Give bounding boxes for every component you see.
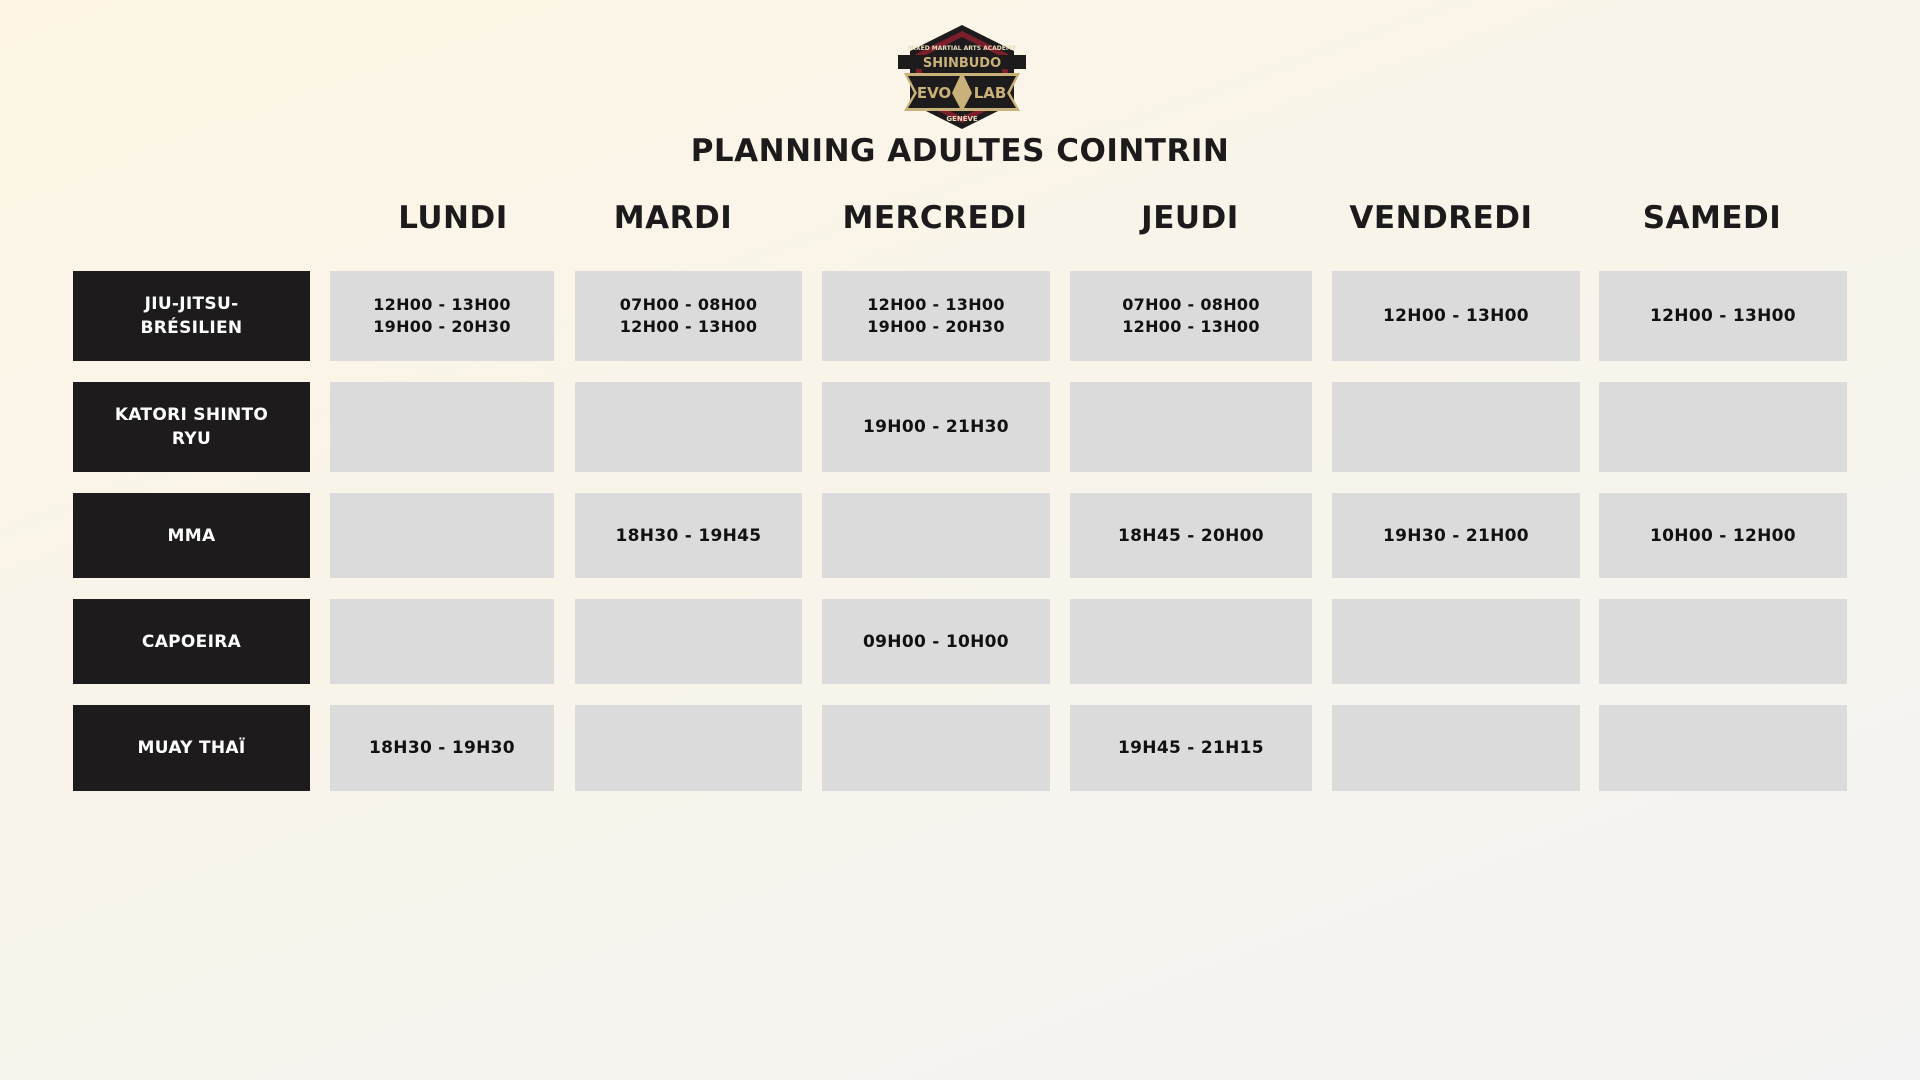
day-header-vendredi: VENDREDI bbox=[1349, 200, 1533, 236]
schedule-cell bbox=[822, 382, 1050, 472]
schedule-cell bbox=[575, 705, 802, 791]
time-slot: 12H00 - 13H00 bbox=[867, 295, 1005, 314]
schedule-cell bbox=[330, 705, 554, 791]
time-slot: 18H30 - 19H45 bbox=[615, 525, 762, 546]
svg-text:EVO: EVO bbox=[916, 84, 952, 102]
svg-text:GENÈVE: GENÈVE bbox=[946, 115, 978, 123]
schedule-cell bbox=[1332, 705, 1580, 791]
time-slot: 18H30 - 19H30 bbox=[369, 738, 515, 758]
schedule-cell bbox=[1332, 271, 1580, 361]
schedule-cell bbox=[330, 493, 554, 578]
page-title: PLANNING ADULTES COINTRIN bbox=[690, 133, 1230, 169]
day-header-lundi: LUNDI bbox=[398, 200, 508, 236]
schedule-cell bbox=[1332, 382, 1580, 472]
svg-text:LAB: LAB bbox=[973, 84, 1007, 102]
schedule-cell bbox=[330, 271, 554, 361]
svg-text:SHINBUDO: SHINBUDO bbox=[922, 56, 1002, 71]
time-slot: 18H45 - 20H00 bbox=[1118, 525, 1264, 546]
schedule-cell bbox=[575, 493, 802, 578]
class-label: MMA bbox=[73, 493, 310, 578]
academy-logo bbox=[898, 23, 1026, 131]
class-label: CAPOEIRA bbox=[73, 599, 310, 684]
schedule-cell bbox=[1070, 382, 1312, 472]
class-label: MUAY THAÏ bbox=[73, 705, 310, 791]
time-slot: 07H00 - 08H00 bbox=[619, 295, 758, 314]
schedule-cell bbox=[1070, 705, 1312, 791]
schedule-cell bbox=[1599, 705, 1847, 791]
schedule-cell bbox=[1599, 599, 1847, 684]
schedule-cell bbox=[330, 382, 554, 472]
time-slot: 12H00 - 13H00 bbox=[373, 295, 511, 314]
class-label: KATORI SHINTO RYU bbox=[73, 382, 310, 472]
time-slot: 12H00 - 13H00 bbox=[1122, 317, 1260, 336]
day-header-samedi: SAMEDI bbox=[1642, 200, 1782, 236]
class-label: JIU-JITSU-BRÉSILIEN bbox=[73, 271, 310, 361]
schedule-cell bbox=[1332, 493, 1580, 578]
time-slot: 09H00 - 10H00 bbox=[863, 631, 1009, 652]
day-header-mercredi: MERCREDI bbox=[842, 200, 1028, 236]
time-slot: 12H00 - 13H00 bbox=[1383, 306, 1529, 326]
schedule-cell bbox=[1332, 599, 1580, 684]
time-slot: 19H45 - 21H15 bbox=[1118, 738, 1264, 758]
time-slot: 12H00 - 13H00 bbox=[1650, 306, 1796, 326]
schedule-cell bbox=[330, 599, 554, 684]
schedule-cell bbox=[575, 382, 802, 472]
time-slot: 12H00 - 13H00 bbox=[619, 317, 758, 336]
time-slot: 19H30 - 21H00 bbox=[1383, 525, 1529, 546]
schedule-cell bbox=[1070, 271, 1312, 361]
day-header-jeudi: JEUDI bbox=[1141, 200, 1239, 236]
schedule-cell bbox=[1070, 493, 1312, 578]
schedule-cell bbox=[822, 271, 1050, 361]
svg-text:MIXED MARTIAL ARTS ACADEMY: MIXED MARTIAL ARTS ACADEMY bbox=[907, 45, 1017, 52]
schedule-cell bbox=[1599, 493, 1847, 578]
schedule-cell bbox=[1599, 382, 1847, 472]
schedule-cell bbox=[575, 271, 802, 361]
day-header-mardi: MARDI bbox=[613, 200, 733, 236]
schedule-cell bbox=[822, 493, 1050, 578]
schedule-cell bbox=[575, 599, 802, 684]
schedule-cell bbox=[822, 705, 1050, 791]
time-slot: 10H00 - 12H00 bbox=[1650, 525, 1796, 546]
time-slot: 19H00 - 20H30 bbox=[867, 317, 1005, 336]
time-slot: 07H00 - 08H00 bbox=[1122, 295, 1260, 314]
time-slot: 19H00 - 20H30 bbox=[373, 317, 511, 336]
schedule-cell bbox=[1070, 599, 1312, 684]
time-slot: 19H00 - 21H30 bbox=[863, 417, 1009, 437]
schedule-cell bbox=[1599, 271, 1847, 361]
schedule-cell bbox=[822, 599, 1050, 684]
